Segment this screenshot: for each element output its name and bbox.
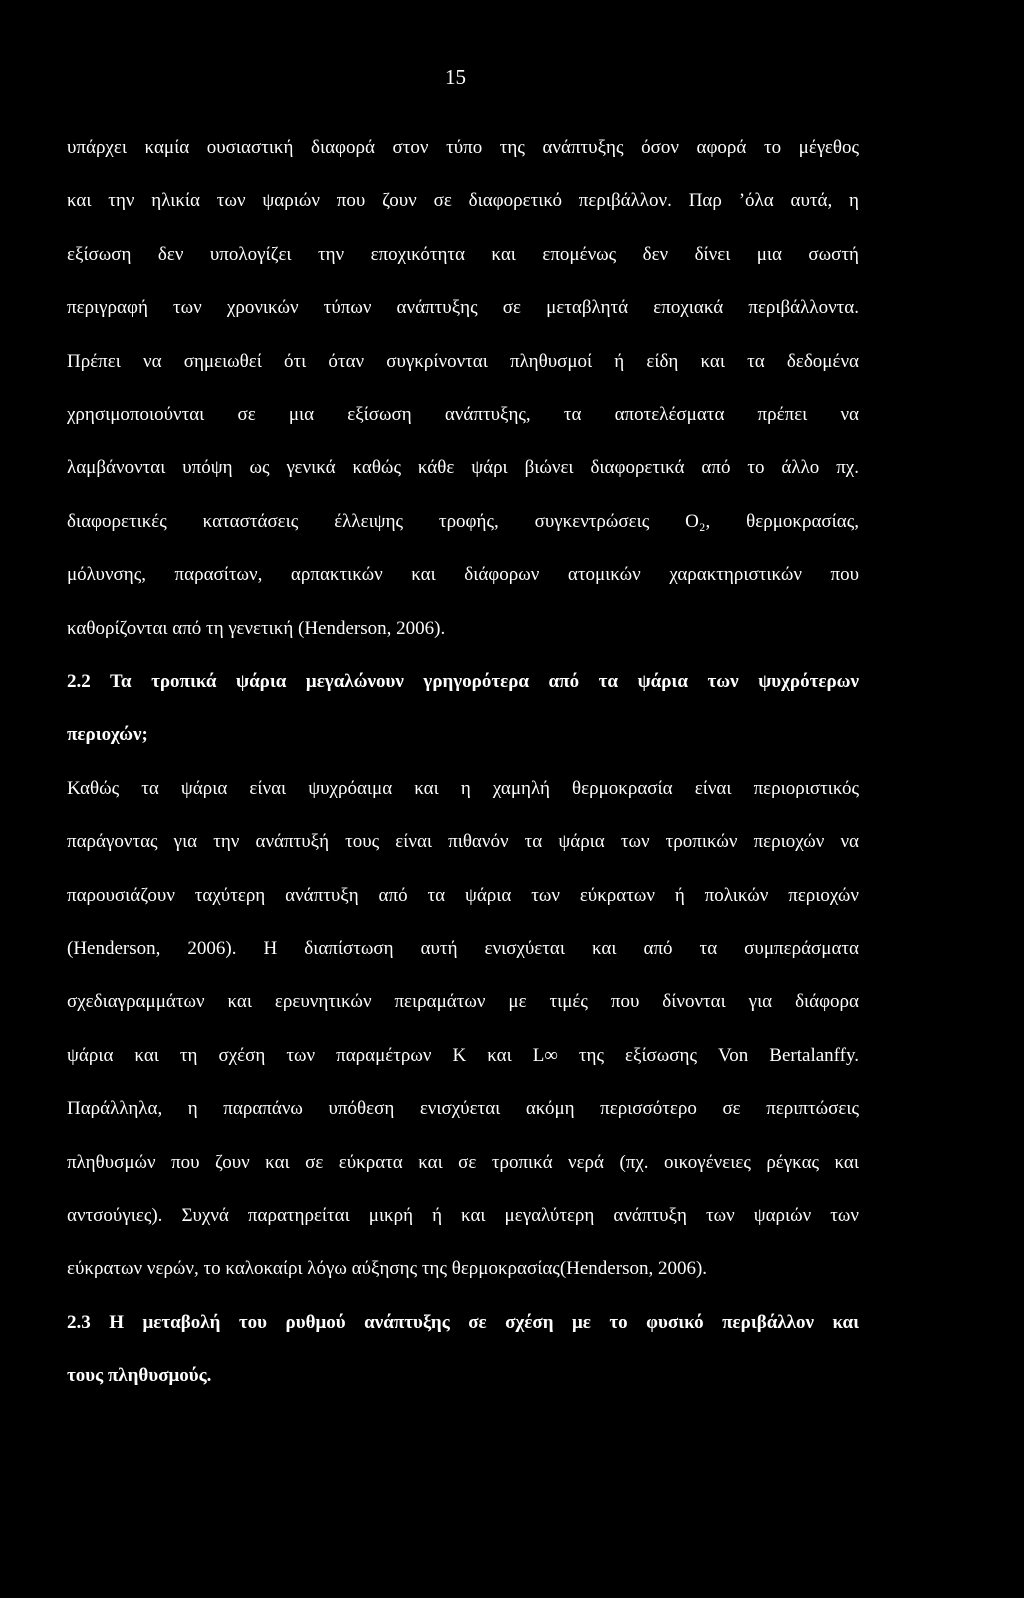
paragraph-line: σχεδιαγραμμάτων και ερευνητικών πειραμάτων με τιμές που δίνονται για διάφορα xyxy=(67,991,859,1012)
paragraph-line: εξίσωση δεν υπολογίζει την εποχικότητα και επομένως δεν δίνει μια σωστή xyxy=(67,244,859,265)
page-number: 15 xyxy=(445,65,466,89)
paragraph-line: διαφορετικές καταστάσεις έλλειψης τροφής, συγκεντρώσεις O₂, θερμοκρασίας, xyxy=(67,511,859,532)
paragraph-line: (Henderson, 2006). Η διαπίστωση αυτή ενισχύεται και από τα συμπεράσματα xyxy=(67,938,859,959)
paragraph-line: Καθώς τα ψάρια είναι ψυχρόαιμα και η χαμηλή θερμοκρασία είναι περιοριστικός xyxy=(67,778,859,799)
paragraph-line: μόλυνσης, παρασίτων, αρπακτικών και διάφορων ατομικών χαρακτηριστικών που xyxy=(67,564,859,585)
paragraph-line: καθορίζονται από τη γενετική (Henderson, 2006). xyxy=(67,618,446,639)
paragraph-line: εύκρατων νερών, το καλοκαίρι λόγω αύξησης της θερμοκρασίας(Henderson, 2006). xyxy=(67,1258,708,1279)
paragraph-line: χρησιμοποιούνται σε μια εξίσωση ανάπτυξης, τα αποτελέσματα πρέπει να xyxy=(67,404,859,425)
paragraph-line: ψάρια και τη σχέση των παραμέτρων K και L∞ της εξίσωσης Von Bertalanffy. xyxy=(67,1045,859,1066)
paragraph-line: αντσούγιες). Συχνά παρατηρείται μικρή ή και μεγαλύτερη ανάπτυξη των ψαριών των xyxy=(67,1205,859,1226)
paragraph-line: και την ηλικία των ψαριών που ζουν σε διαφορετικό περιβάλλον. Παρ ’όλα αυτά, η xyxy=(67,190,859,211)
paragraph-line: Πρέπει να σημειωθεί ότι όταν συγκρίνονται πληθυσμοί ή είδη και τα δεδομένα xyxy=(67,351,859,372)
paragraph-line: λαμβάνονται υπόψη ως γενικά καθώς κάθε ψάρι βιώνει διαφορετικά από το άλλο πχ. xyxy=(67,457,859,478)
paragraph-line: πληθυσμών που ζουν και σε εύκρατα και σε τροπικά νερά (πχ. οικογένειες ρέγκας και xyxy=(67,1152,859,1173)
section-heading: 2.2 Τα τροπικά ψάρια μεγαλώνουν γρηγορότερα από τα ψάρια των ψυχρότερων xyxy=(67,671,859,692)
paragraph-line: Παράλληλα, η παραπάνω υπόθεση ενισχύεται ακόμη περισσότερο σε περιπτώσεις xyxy=(67,1098,859,1119)
section-heading: τους πληθυσμούς. xyxy=(67,1365,212,1386)
paragraph-line: παρουσιάζουν ταχύτερη ανάπτυξη από τα ψάρια των εύκρατων ή πολικών περιοχών xyxy=(67,885,859,906)
section-heading: περιοχών; xyxy=(67,724,148,745)
paragraph-line: παράγοντας για την ανάπτυξή τους είναι πιθανόν τα ψάρια των τροπικών περιοχών να xyxy=(67,831,859,852)
paragraph-line: υπάρχει καμία ουσιαστική διαφορά στον τύπο της ανάπτυξης όσον αφορά το μέγεθος xyxy=(67,137,859,158)
section-heading: 2.3 Η μεταβολή του ρυθμού ανάπτυξης σε σχέση με το φυσικό περιβάλλον και xyxy=(67,1312,859,1333)
paragraph-line: περιγραφή των χρονικών τύπων ανάπτυξης σε μεταβλητά εποχιακά περιβάλλοντα. xyxy=(67,297,859,318)
